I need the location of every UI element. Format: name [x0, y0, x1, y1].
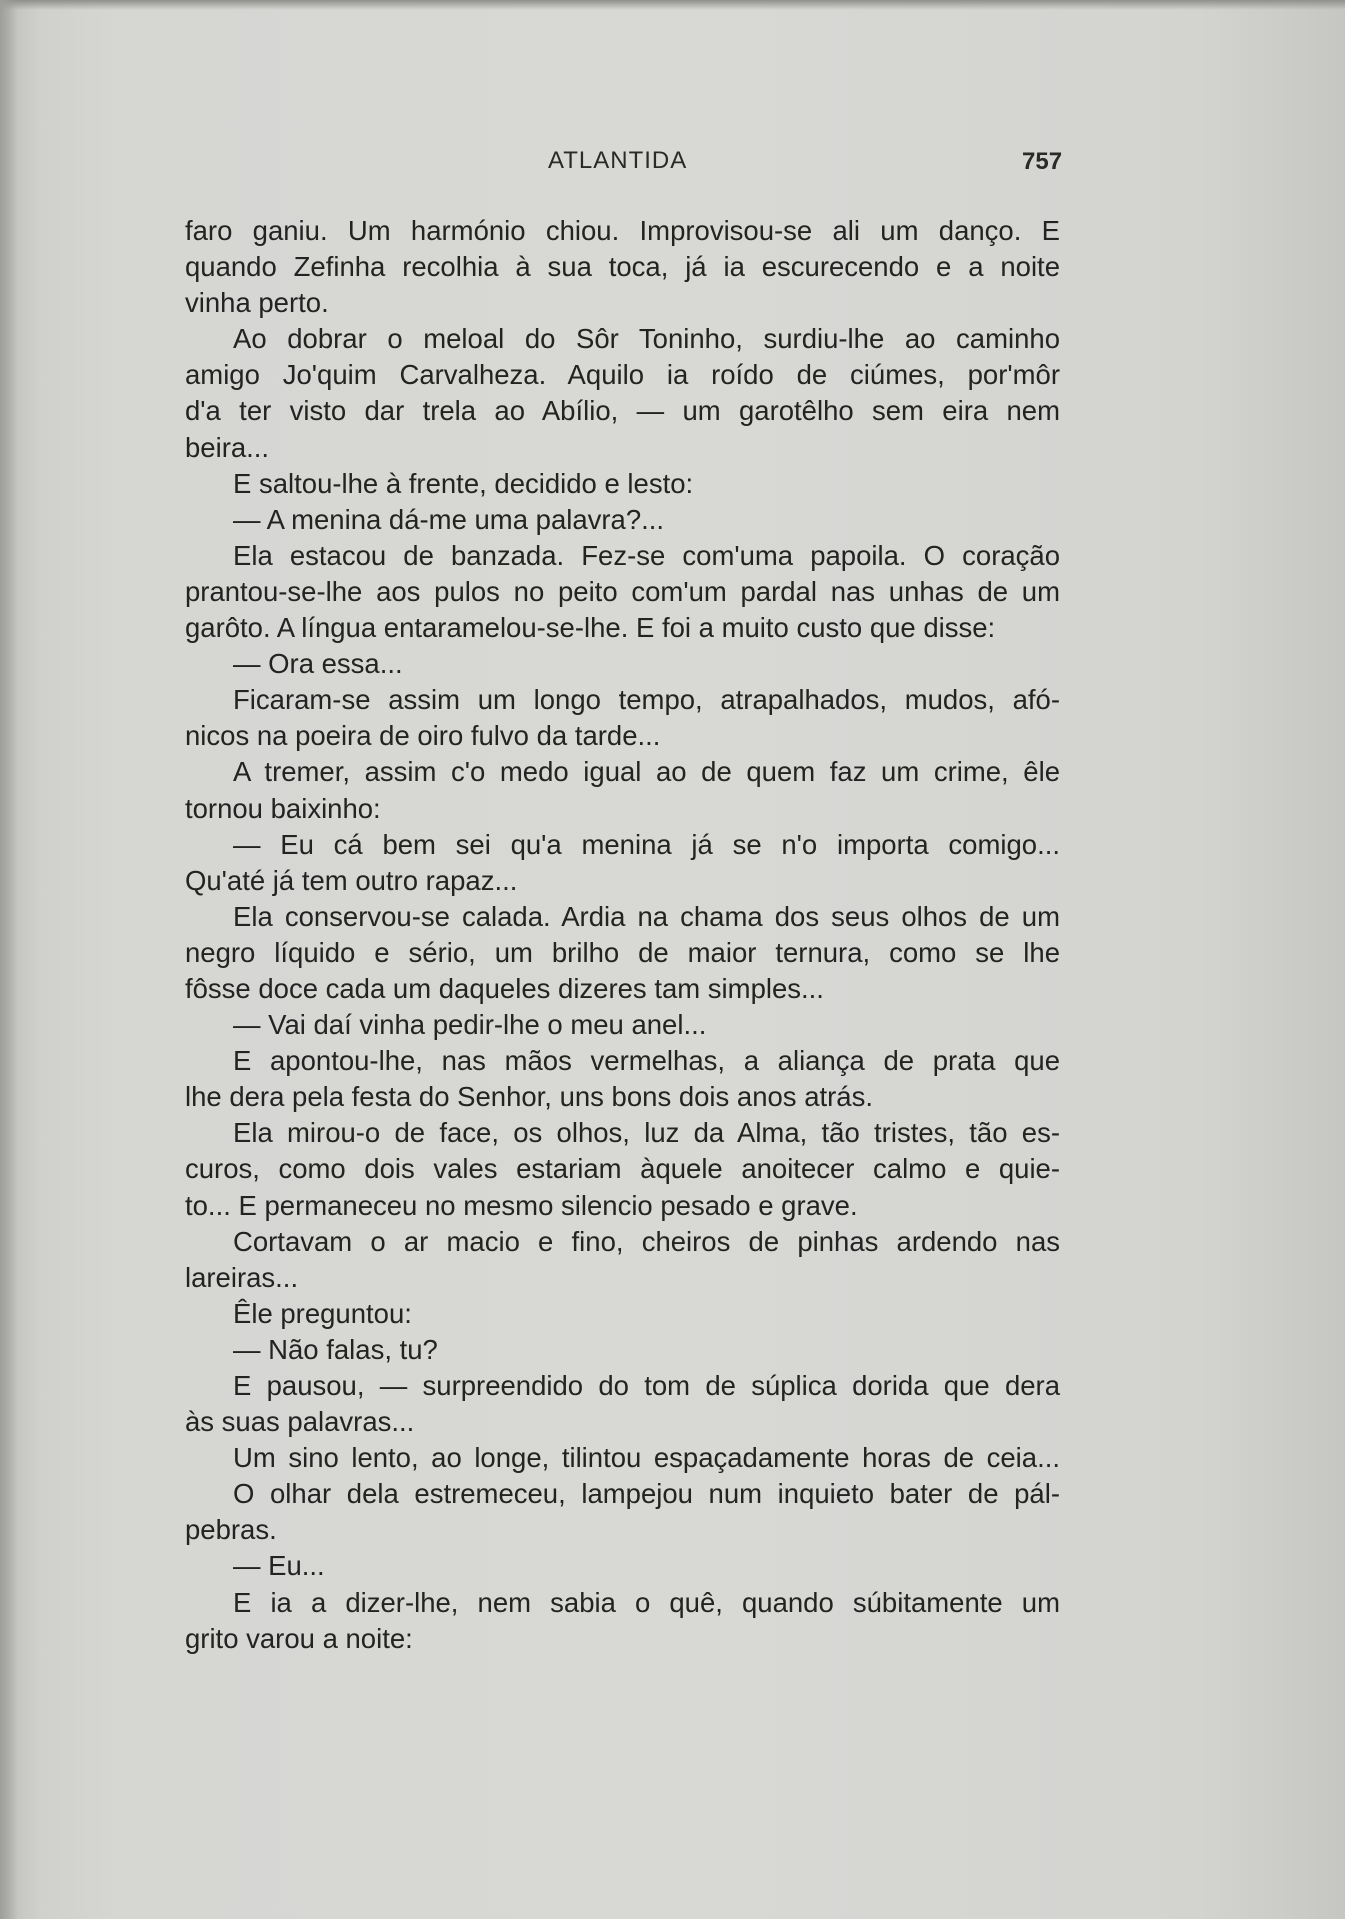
text-line: amigo Jo'quim Carvalheza. Aquilo ia roído de ciúmes, por'môr — [185, 359, 1060, 391]
text-line: — Ora essa... — [233, 648, 403, 680]
text-line: E pausou, — surpreendido do tom de súplica dorida que dera — [233, 1370, 1060, 1401]
text-line: Um sino lento, ao longe, tilintou espaçadamente horas de ceia... — [233, 1442, 1060, 1474]
text-line: nicos na poeira de oiro fulvo da tarde... — [185, 720, 661, 752]
text-line: às suas palavras... — [185, 1406, 415, 1438]
text-line: prantou-se-lhe aos pulos no peito com'um pardal nas unhas de um — [185, 575, 1060, 607]
text-line: fôsse doce cada um daqueles dizeres tam simples... — [185, 972, 824, 1004]
text-line: Ficaram-se assim um longo tempo, atrapalhados, mudos, afó- — [233, 684, 1060, 716]
text-line: Ela mirou-o de face, os olhos, luz da Alma, tão tristes, tão es- — [233, 1117, 1060, 1149]
text-line: beira... — [185, 431, 270, 463]
text-line: faro ganiu. Um harmónio chiou. Improvisou-se ali um danço. E — [185, 215, 1060, 246]
text-line: — Vai daí vinha pedir-lhe o meu anel... — [233, 1009, 707, 1041]
running-title: ATLANTIDA — [548, 147, 688, 174]
text-line: — Eu cá bem sei qu'a menina já se n'o importa comigo... — [233, 828, 1060, 860]
text-line: A tremer, assim c'o medo igual ao de quem faz um crime, êle — [233, 756, 1060, 788]
body-text — [185, 213, 1060, 1657]
text-line: d'a ter visto dar trela ao Abílio, — um garotêlho sem eira nem — [185, 395, 1060, 427]
text-line: curos, como dois vales estariam àquele anoitecer calmo e quie- — [185, 1153, 1060, 1185]
text-line: grito varou a noite: — [185, 1622, 413, 1654]
text-line: lhe dera pela festa do Senhor, uns bons dois anos atrás. — [185, 1081, 873, 1113]
text-line: quando Zefinha recolhia à sua toca, já ia escurecendo e a noite — [185, 251, 1060, 283]
text-line: — A menina dá-me uma palavra?... — [233, 503, 665, 535]
text-line: tornou baixinho: — [185, 792, 381, 824]
text-line: — Eu... — [233, 1550, 325, 1582]
text-line: — Não falas, tu? — [233, 1333, 438, 1365]
text-line: E saltou-lhe à frente, decidido e lesto: — [233, 467, 694, 499]
page-gutter-shadow — [0, 0, 18, 1919]
text-line: lareiras... — [185, 1261, 299, 1293]
text-line: to... E permaneceu no mesmo silencio pesado e grave. — [185, 1189, 858, 1221]
text-line: vinha perto. — [185, 287, 329, 319]
text-line: garôto. A língua entaramelou-se-lhe. E foi a muito custo que disse: — [185, 612, 996, 644]
text-line: Êle preguntou: — [233, 1297, 412, 1329]
text-line: E apontou-lhe, nas mãos vermelhas, a aliança de prata que — [233, 1045, 1060, 1077]
page-top-shadow — [0, 0, 1345, 10]
text-line: E ia a dizer-lhe, nem sabia o quê, quando súbitamente um — [233, 1586, 1060, 1618]
text-line: Cortavam o ar macio e fino, cheiros de pinhas ardendo nas — [233, 1225, 1060, 1257]
page-number: 757 — [1022, 148, 1063, 175]
text-line: negro líquido e sério, um brilho de maior ternura, como se lhe — [185, 936, 1060, 968]
text-line: O olhar dela estremeceu, lampejou num inquieto bater de pál- — [233, 1478, 1060, 1510]
text-line: Qu'até já tem outro rapaz... — [185, 864, 518, 896]
text-line: Ela estacou de banzada. Fez-se com'uma papoila. O coração — [233, 539, 1060, 571]
text-line: pebras. — [185, 1514, 277, 1546]
text-line: Ao dobrar o meloal do Sôr Toninho, surdiu-lhe ao caminho — [233, 323, 1060, 355]
text-line: Ela conservou-se calada. Ardia na chama dos seus olhos de um — [233, 900, 1060, 932]
